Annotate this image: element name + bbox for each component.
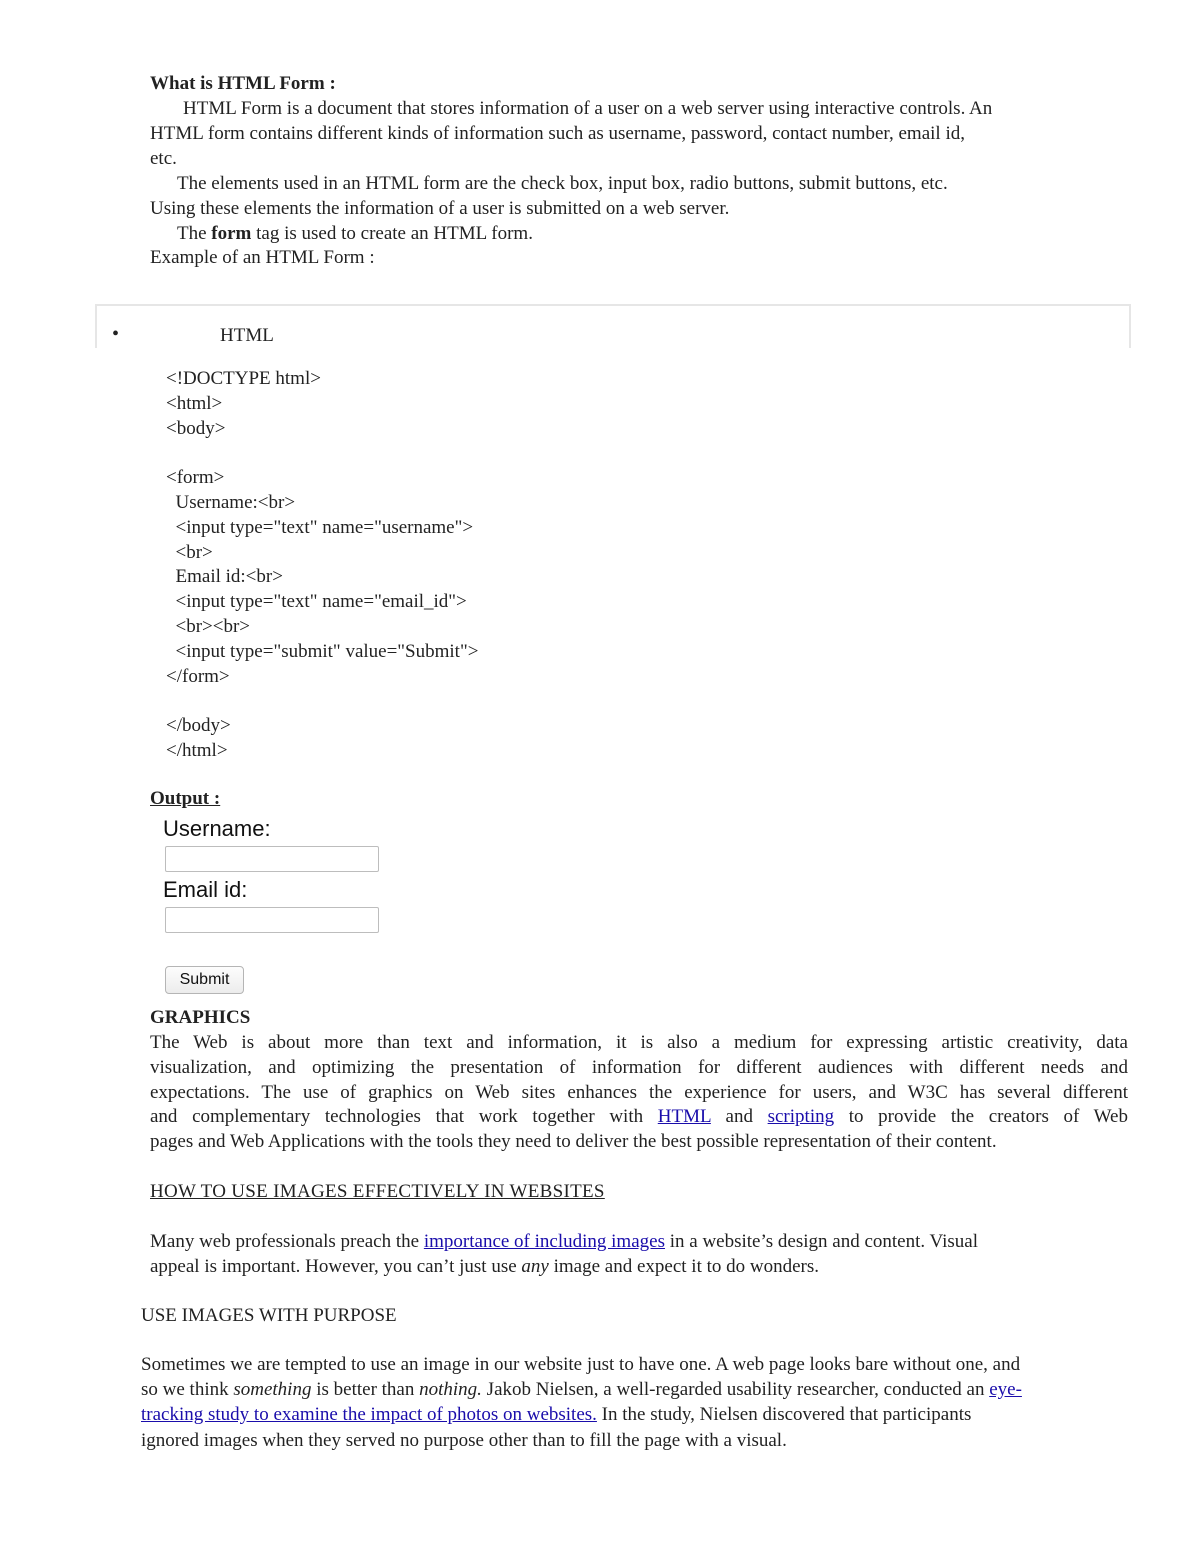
purpose-paragraph-line [141, 1377, 1022, 1402]
intro-paragraph-line: etc. [150, 148, 177, 169]
code-line: <form> [166, 467, 225, 489]
images-paragraph-line [150, 1254, 819, 1279]
elements-paragraph-line: The elements used in an HTML form are the check box, input box, radio buttons, submit buttons, etc. [177, 173, 948, 194]
text-run: Jakob Nielsen, a well-regarded usability researcher, conducted an [481, 1379, 990, 1400]
graphics-heading: GRAPHICS [150, 1007, 251, 1028]
code-line: <br><br> [166, 615, 251, 637]
code-line: <html> [166, 392, 223, 414]
email-id-input[interactable] [165, 907, 379, 933]
code-line [166, 441, 478, 466]
graphics-paragraph-line [150, 1104, 1128, 1129]
code-line: <!DOCTYPE html> [166, 368, 321, 389]
eye-tracking-study-link[interactable]: tracking study to examine the impact of photos on websites. [141, 1404, 597, 1425]
text-run: Many web professionals preach the [150, 1231, 424, 1252]
code-line: </html> [166, 739, 228, 761]
output-email-label: Email id: [163, 877, 248, 902]
code-line: </form> [166, 665, 230, 687]
text-run: and complementary technologies that work together with [150, 1106, 658, 1127]
code-line: <input type="text" name="email_id"> [166, 591, 467, 613]
text-run: image and expect it to do wonders. [548, 1256, 820, 1277]
section-heading-html-form: What is HTML Form : [150, 73, 336, 94]
username-input[interactable] [165, 846, 379, 872]
example-label: Example of an HTML Form : [150, 247, 375, 268]
text-run: tag is used to create an HTML form. [251, 223, 533, 244]
text-run: appeal is important. However, you can’t just use [150, 1256, 522, 1277]
text-run: so we think [141, 1379, 234, 1400]
text-run: to provide the creators of Web [834, 1106, 1128, 1127]
intro-paragraph-line: HTML Form is a document that stores information of a user on a web server using interactive controls. An [183, 98, 993, 119]
graphics-paragraph-line: visualization, and optimizing the presentation of information for different audiences with different needs and [150, 1057, 1128, 1078]
emphasis-something: something [233, 1379, 312, 1400]
images-effectively-heading: HOW TO USE IMAGES EFFECTIVELY IN WEBSITES [150, 1181, 605, 1202]
code-line: <input type="submit" value="Submit"> [166, 640, 479, 662]
form-tag-paragraph [177, 221, 533, 246]
emphasis-nothing: nothing. [419, 1379, 482, 1400]
code-line: <input type="text" name="username"> [166, 516, 474, 538]
code-line: <body> [166, 417, 226, 439]
bullet: • [112, 323, 120, 345]
images-paragraph-line [150, 1229, 978, 1254]
code-line: </body> [166, 715, 231, 737]
output-heading: Output : [150, 788, 221, 809]
purpose-paragraph-line: Sometimes we are tempted to use an image in our website just to have one. A web page looks bare without one, and [141, 1354, 1021, 1375]
code-listing [166, 367, 478, 764]
graphics-paragraph-line: The Web is about more than text and information, it is also a medium for expressing artistic creativity, data [150, 1032, 1128, 1053]
submit-button[interactable]: Submit [165, 966, 244, 994]
eye-tracking-study-link[interactable]: eye- [989, 1379, 1022, 1400]
text-run: in a website’s design and content. Visual [664, 1231, 978, 1252]
purpose-paragraph-line: ignored images when they served no purpose other than to fill the page with a visual. [141, 1430, 787, 1451]
graphics-paragraph-line: pages and Web Applications with the tools they need to deliver the best possible representation of their content. [150, 1131, 997, 1152]
intro-paragraph-line: HTML form contains different kinds of information such as username, password, contact number, email id, [150, 123, 965, 144]
importance-of-images-link[interactable]: importance of including images [423, 1231, 665, 1252]
code-line [166, 689, 478, 714]
code-line: Username:<br> [166, 491, 296, 513]
code-language-label: HTML [220, 325, 274, 346]
graphics-paragraph-line: expectations. The use of graphics on Web sites enhances the experience for users, and W3C has several different [150, 1082, 1128, 1103]
text-run: In the study, Nielsen discovered that participants [596, 1404, 972, 1425]
scripting-link[interactable]: scripting [767, 1106, 835, 1127]
code-line: <br> [166, 541, 213, 563]
elements-paragraph-line: Using these elements the information of a user is submitted on a web server. [150, 198, 730, 219]
text-run: and [710, 1106, 768, 1127]
text-run: is better than [311, 1379, 420, 1400]
code-line: Email id:<br> [166, 566, 283, 588]
text-run: The [177, 223, 212, 244]
emphasis-any: any [521, 1256, 549, 1277]
output-username-label: Username: [163, 816, 271, 841]
use-images-with-purpose-heading: USE IMAGES WITH PURPOSE [141, 1305, 397, 1326]
html-link[interactable]: HTML [657, 1106, 711, 1127]
purpose-paragraph-line [141, 1402, 971, 1427]
form-keyword: form [211, 223, 252, 244]
